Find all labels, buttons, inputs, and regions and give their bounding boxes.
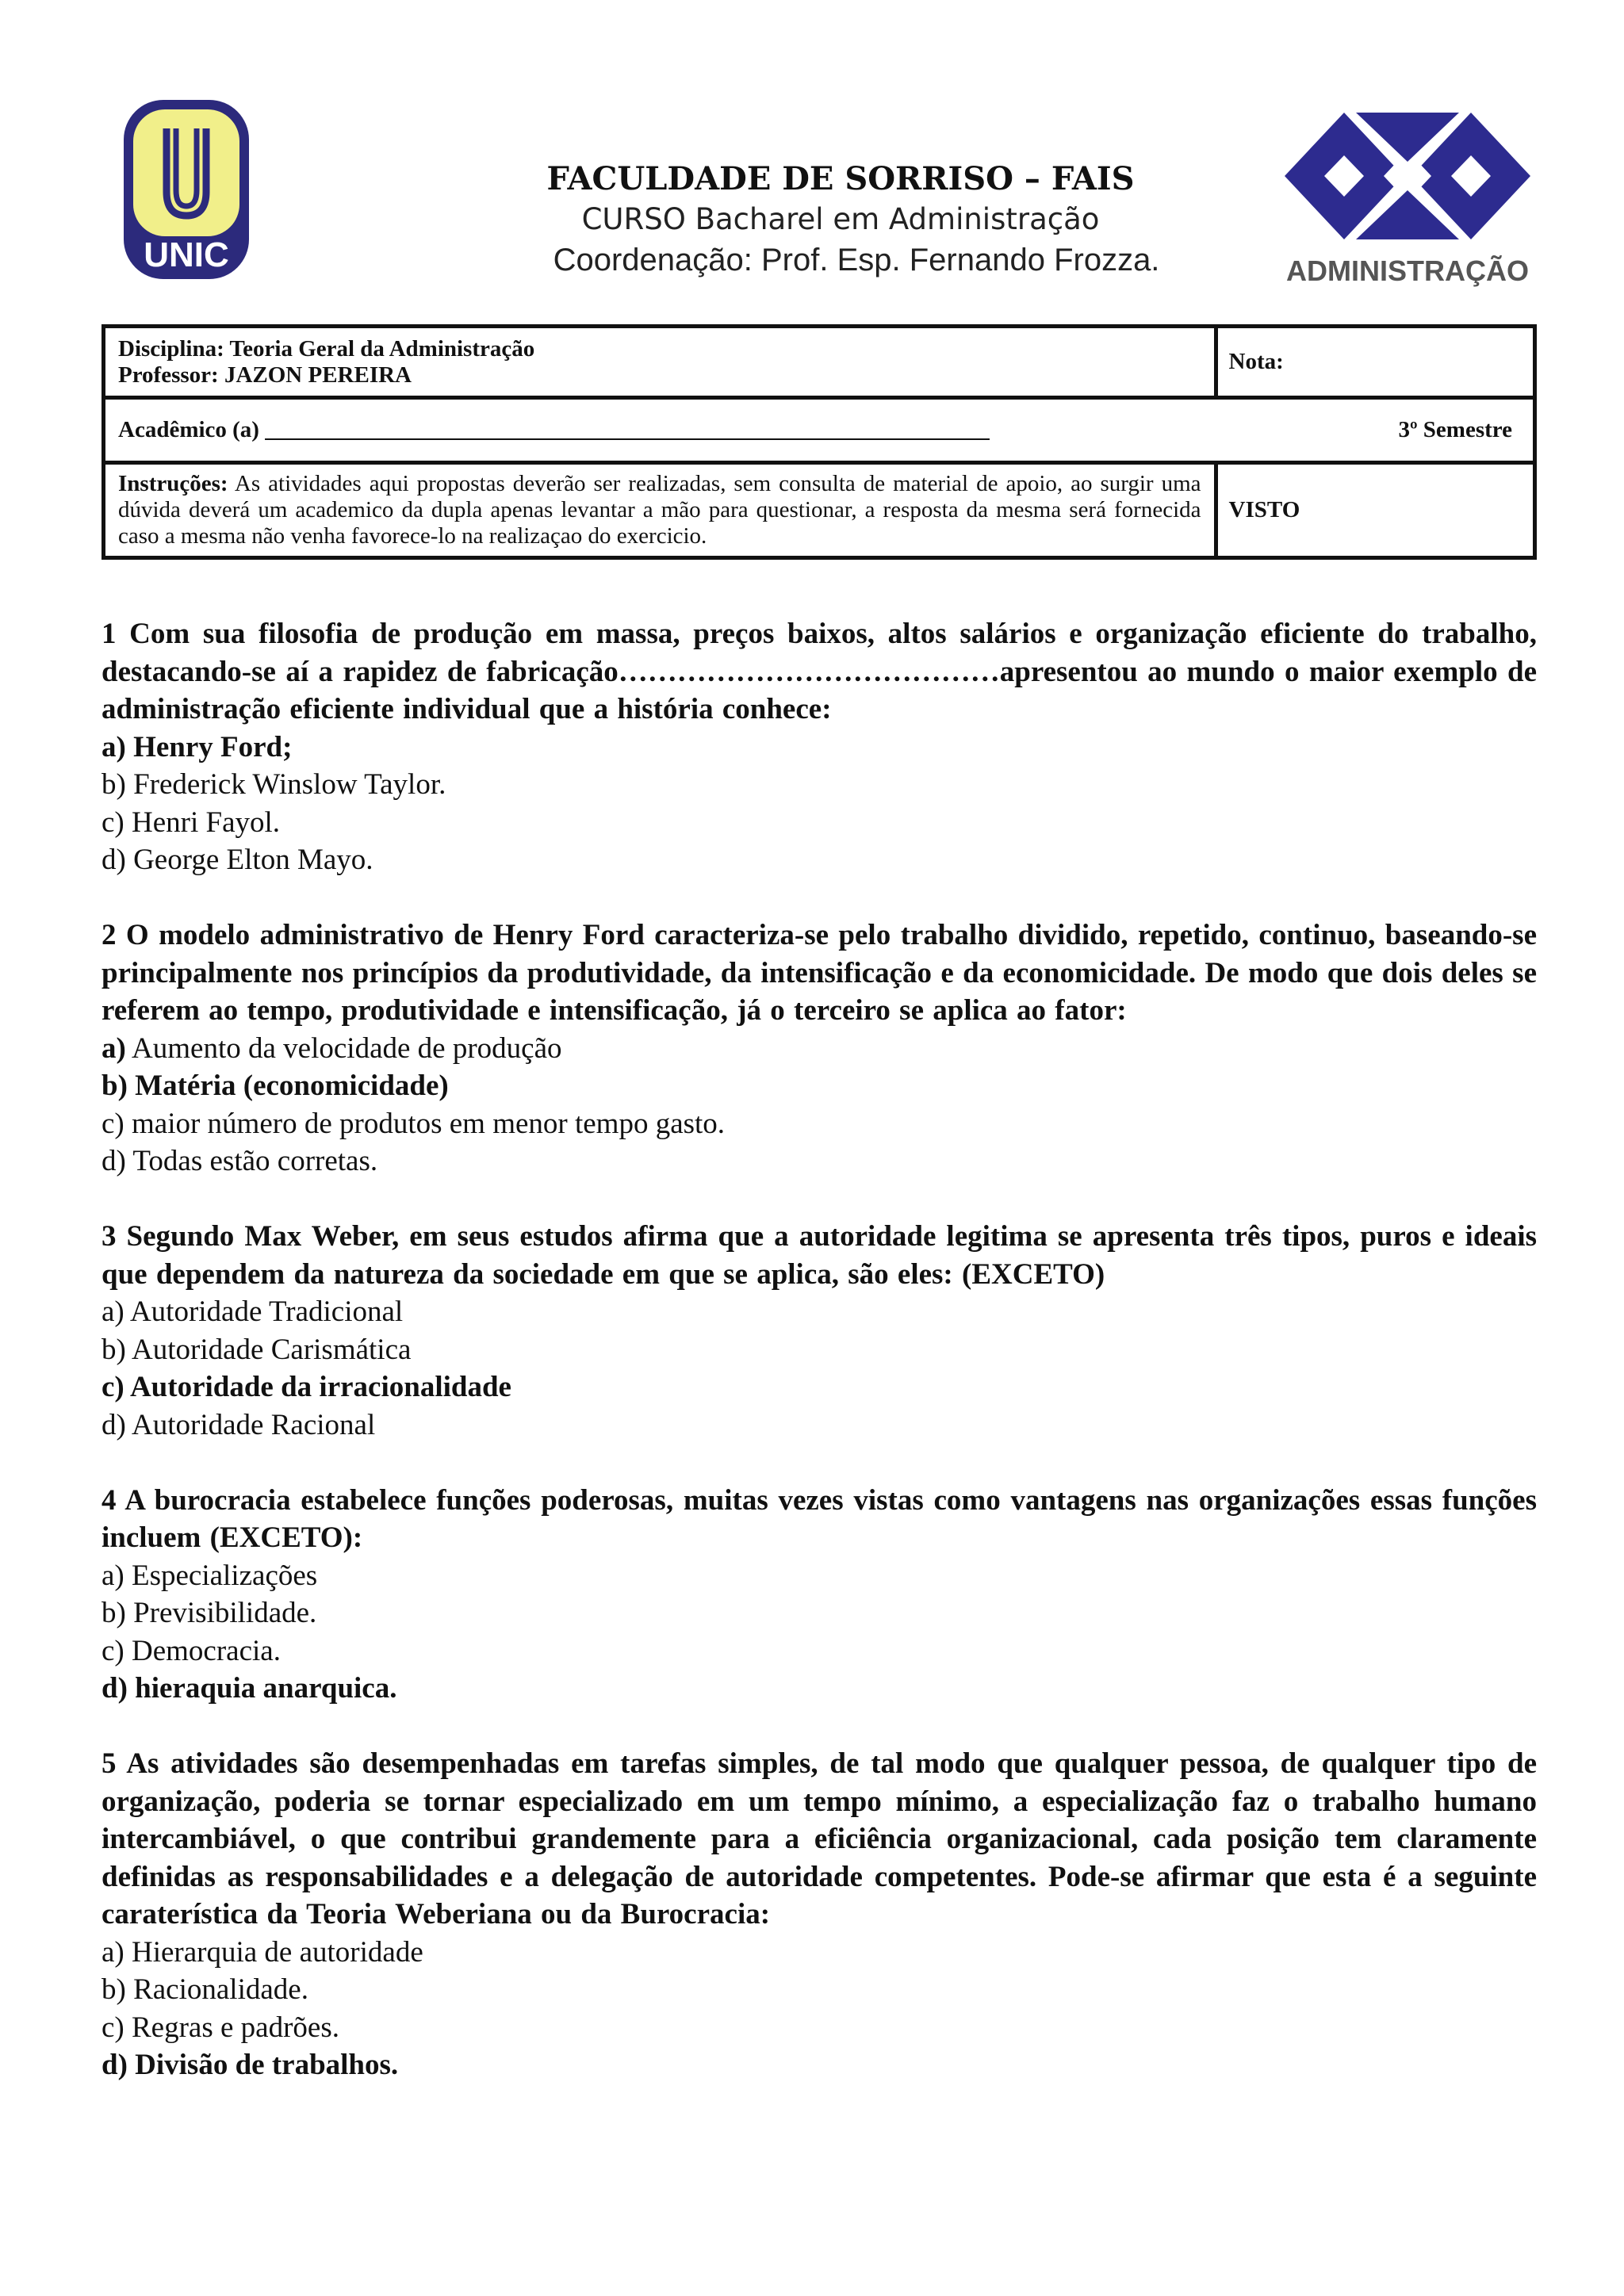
semester: 3º Semestre	[1398, 417, 1512, 442]
option-b[interactable]: b) Autoridade Carismática	[102, 1333, 412, 1366]
question-stem: 1 Com sua filosofia de produção em massa, preços baixos, altos salários e organização eficiente do trabalho, destacando-se aí a rapidez de fabricação…………………………………apresentou ao mundo o maior exemplo de administração eficiente individual que a história conhece:	[102, 618, 1537, 725]
option-b[interactable]: b) Matéria (economicidade)	[102, 1070, 449, 1102]
administracao-logo-text: ADMINISTRAÇÃO	[1286, 254, 1529, 287]
option-b[interactable]: b) Frederick Winslow Taylor.	[102, 768, 446, 801]
option-a[interactable]	[102, 1030, 1537, 1068]
document-header	[444, 159, 1237, 281]
discipline-cell	[104, 327, 1216, 398]
unic-logo-graphic	[121, 97, 252, 282]
option-c[interactable]: c) Democracia.	[102, 1634, 281, 1667]
option-a[interactable]: a) Especializações	[102, 1559, 318, 1592]
grade-label: Nota:	[1228, 349, 1284, 374]
option-d[interactable]: d) Autoridade Racional	[102, 1408, 376, 1441]
option-a[interactable]: a) Henry Ford;	[102, 730, 293, 763]
option-d[interactable]: d) Todas estão corretas.	[102, 1145, 378, 1177]
visto-cell	[1216, 463, 1534, 558]
question-3	[102, 1218, 1537, 1444]
unic-logo-text: UNIC	[144, 235, 229, 274]
option-a[interactable]: a) Hierarquia de autoridade	[102, 1935, 423, 1969]
instructions-label: Instruções:	[118, 471, 228, 496]
option-a[interactable]: a) Autoridade Tradicional	[102, 1295, 404, 1328]
administracao-logo	[1277, 105, 1538, 287]
option-a-text: Aumento da velocidade de produção	[125, 1031, 562, 1065]
discipline: Disciplina: Teoria Geral da Administração	[118, 335, 535, 362]
question-stem: 3 Segundo Max Weber, em seus estudos afirma que a autoridade legitima se apresenta três tipos, puros e ideais que dependem da natureza da sociedade em que se aplica, são eles: (EXCETO)	[102, 1220, 1537, 1291]
instructions-text: As atividades aqui propostas deverão ser realizadas, sem consulta de material de apoio, ao surgir uma dúvida deverá um academico da dupla apenas levantar a mão para questionar, a resposta da mesma será fornecida caso a mesma não venha favorece-lo na realizaçao do exercicio.	[118, 471, 1201, 549]
question-stem: 2 O modelo administrativo de Henry Ford caracteriza-se pelo trabalho dividido, repetido, continuo, baseando-se principalmente nos princípios da produtividade, da intensificação e da economicidade. De modo que dois deles se referem ao tempo, produtividade e intensificação, já o terceiro se aplica ao fator:	[102, 919, 1537, 1027]
question-2	[102, 916, 1537, 1181]
course-name: CURSO Bacharel em Administração	[581, 202, 1100, 236]
option-c[interactable]: c) Regras e padrões.	[102, 2011, 339, 2044]
question-1	[102, 615, 1537, 879]
questions	[102, 615, 1537, 2122]
administracao-logo-graphic	[1277, 105, 1538, 287]
question-5	[102, 1745, 1537, 2084]
student-info-table	[102, 324, 1537, 560]
student-name-field[interactable]: Acadêmico (a) _______________________________________________________________	[118, 417, 990, 442]
visto-label: VISTO	[1228, 497, 1300, 522]
option-c[interactable]: c) Autoridade da irracionalidade	[102, 1371, 511, 1403]
question-stem: 5 As atividades são desempenhadas em tarefas simples, de tal modo que qualquer pessoa, de qualquer tipo de organização, poderia se tornar especializado em um tempo mínimo, a especialização faz o trabalho humano intercambiável, o que contribui grandemente para a eficiência organizacional, cada posição tem claramente definidas as responsabilidades e a delegação de autoridade competentes. Pode-se afirmar que esta é a seguinte caraterística da Teoria Weberiana ou da Burocracia:	[102, 1747, 1537, 1931]
unic-logo	[121, 97, 252, 282]
question-4	[102, 1482, 1537, 1708]
student-row	[104, 398, 1535, 463]
coordination: Coordenação: Prof. Esp. Fernando Frozza.	[553, 243, 1160, 277]
option-c[interactable]: c) Henri Fayol.	[102, 806, 281, 839]
option-c[interactable]: c) maior número de produtos em menor tempo gasto.	[102, 1107, 726, 1140]
option-d[interactable]: d) Divisão de trabalhos.	[102, 2049, 399, 2081]
option-d[interactable]: d) hieraquia anarquica.	[102, 1672, 397, 1705]
instructions-cell	[104, 463, 1216, 558]
grade-cell[interactable]	[1216, 327, 1534, 398]
option-b[interactable]: b) Racionalidade.	[102, 1973, 308, 2006]
option-b[interactable]: b) Previsibilidade.	[102, 1597, 317, 1629]
option-a-letter: a)	[102, 1031, 126, 1065]
professor: Professor: JAZON PEREIRA	[118, 362, 412, 388]
question-stem: 4 A burocracia estabelece funções poderosas, muitas vezes vistas como vantagens nas organizações essas funções incluem (EXCETO):	[102, 1483, 1537, 1554]
option-d[interactable]: d) George Elton Mayo.	[102, 844, 373, 876]
institution-title: FACULDADE DE SORRISO – FAIS	[546, 160, 1135, 197]
